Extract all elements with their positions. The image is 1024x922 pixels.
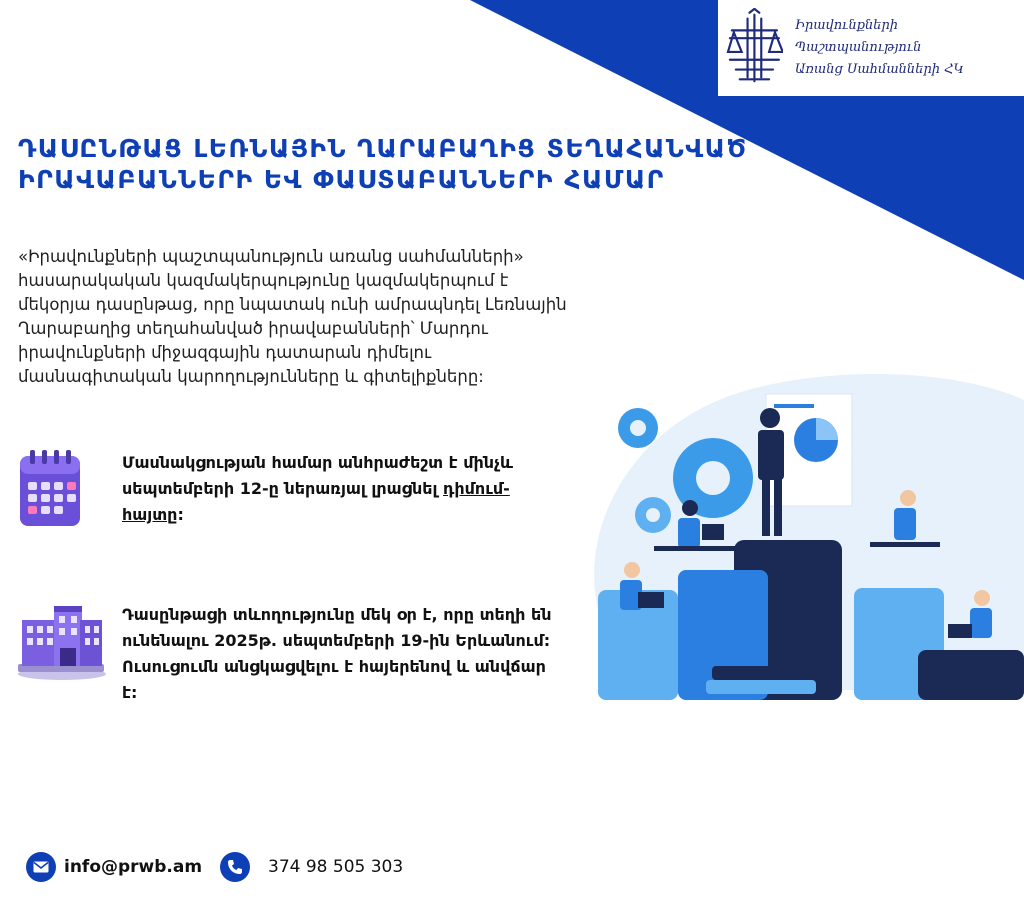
- email-contact[interactable]: [26, 852, 202, 882]
- title-line-2: ԻՐԱՎԱԲԱՆՆԵՐԻ ԵՎ ՓԱՍՏԱԲԱՆՆԵՐԻ ՀԱՄԱՐ: [18, 165, 665, 194]
- registration-deadline-item: [18, 450, 552, 530]
- phone-icon: [220, 852, 250, 882]
- course-details-text: Դասընթացի տևողությունը մեկ օր է, որը տեղի են ունենալու 2025թ. սեպտեմբերի 19-ին Երևանում: Ուսուցումն անցկացվելու է հայերենով և անվճար է:: [122, 605, 552, 702]
- application-form-link[interactable]: դիմում-հայտը: [122, 479, 510, 524]
- team-working-with-gears-and-chart-illustration: [578, 360, 1024, 700]
- logo-line-1: Իրավունքների Պաշտպանություն: [794, 18, 922, 55]
- calendar-icon: [18, 450, 106, 530]
- page-title: [18, 133, 748, 195]
- organization-logo[interactable]: [718, 0, 1024, 96]
- email-icon: [26, 852, 56, 882]
- registration-deadline-text: [122, 450, 552, 530]
- course-details-item: [18, 602, 552, 706]
- scales-of-justice-icon: [726, 8, 783, 88]
- logo-text: [795, 15, 1024, 81]
- building-icon: [18, 602, 106, 682]
- registration-deadline-suffix: :: [177, 505, 184, 524]
- title-line-1: ԴԱՍԸՆԹԱՑ ԼԵՌՆԱՅԻՆ ՂԱՐԱԲԱՂԻՑ ՏԵՂԱՀԱՆՎԱԾ: [18, 134, 748, 163]
- registration-deadline-body: Մասնակցության համար անհրաժեշտ է մինչև սեպտեմբերի 12-ը ներառյալ լրացնել: [122, 453, 513, 498]
- logo-line-2: Առանց Սահմանների ՀԿ: [794, 62, 964, 77]
- phone-number[interactable]: 374 98 505 303: [268, 857, 404, 877]
- phone-contact[interactable]: [220, 852, 403, 882]
- email-address[interactable]: info@prwb.am: [64, 857, 203, 877]
- intro-paragraph: «Իրավունքների պաշտպանություն առանց սահմանների» հասարակական կազմակերպությունը կազմակերպում է մեկօրյա դասընթաց, որը նպատակ ունի ամրապնդել Լեռնային Ղարաբաղից տեղահանված իրավաբանների՝ Մարդու իրավունքների միջազգային դատարան դիմելու մասնագիտական կարողությունները և գիտելիքները:: [18, 247, 567, 386]
